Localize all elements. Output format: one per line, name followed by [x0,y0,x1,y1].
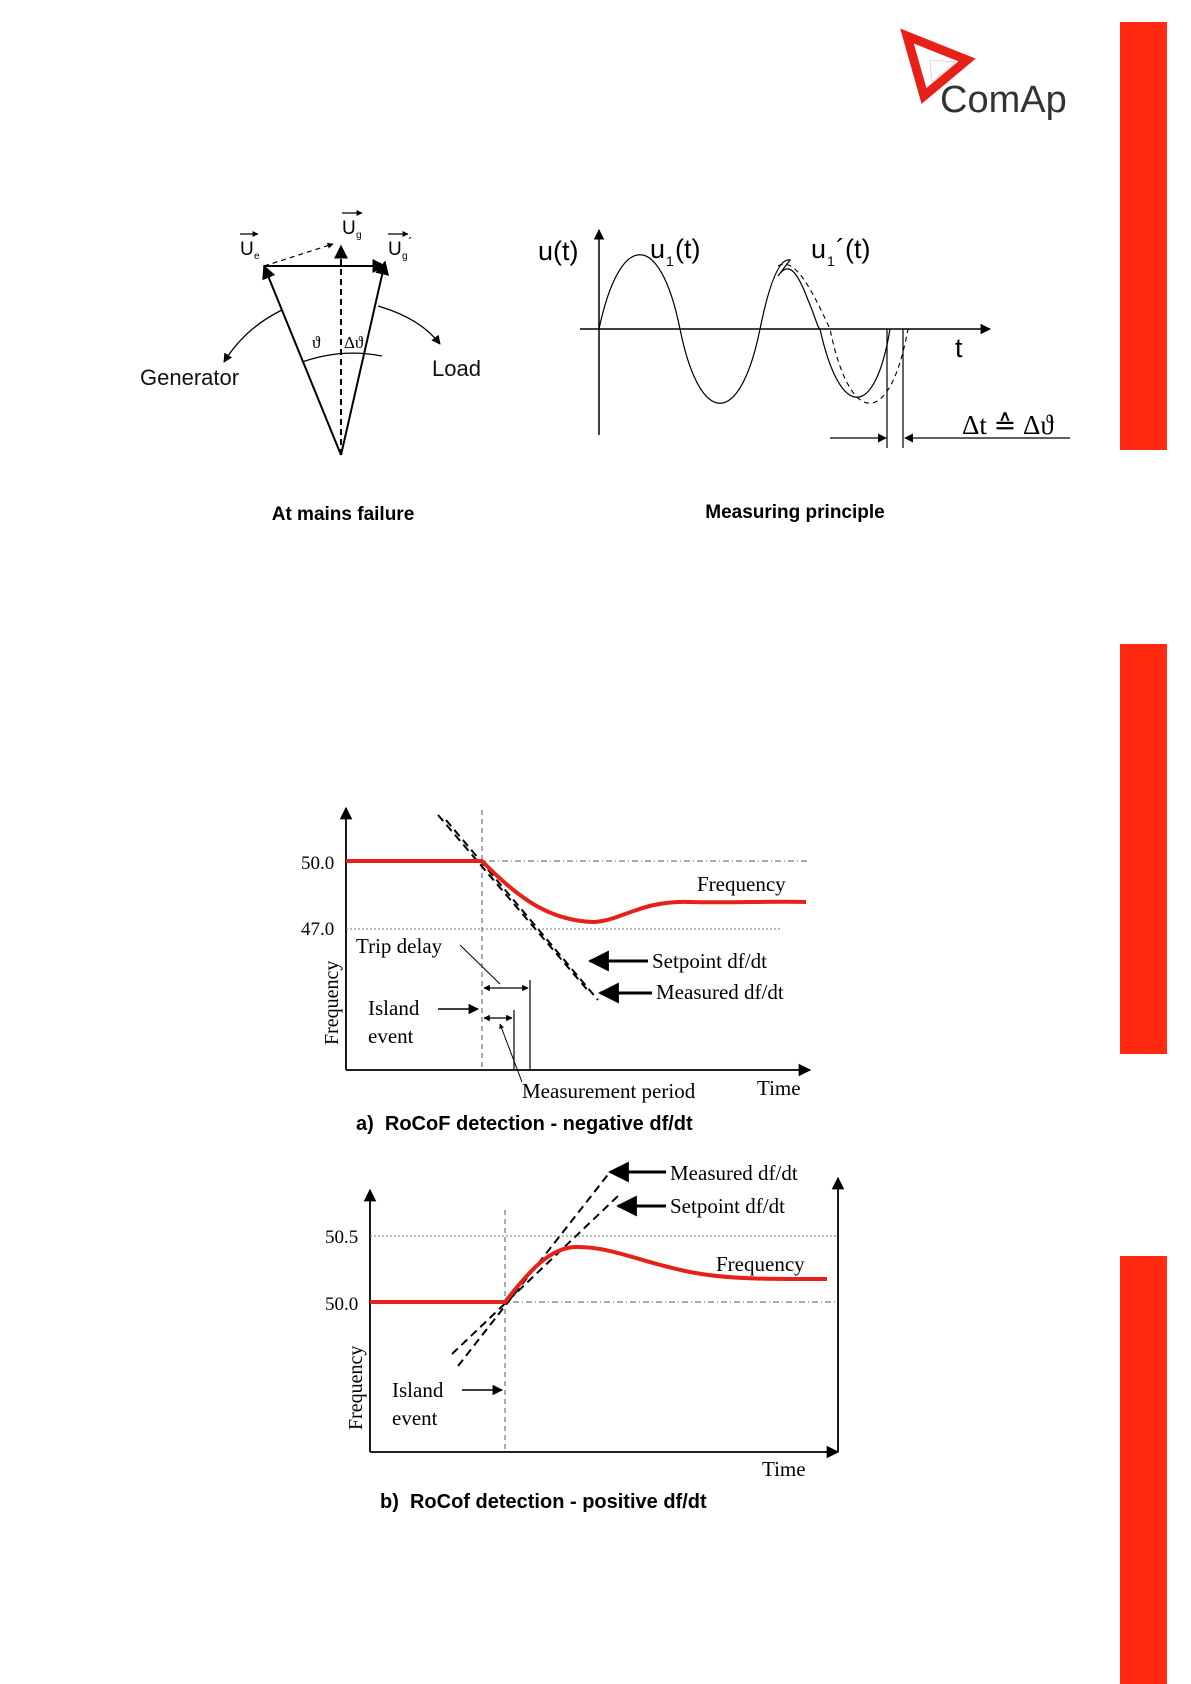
generator-arrow [224,310,282,362]
measuring-y-label: u(t) [538,236,579,266]
label-ugp [388,234,413,262]
svg-text:e: e [254,251,260,262]
chart-a-tick-47: 47.0 [301,919,335,940]
svg-text:u: u [811,234,827,264]
vector-ue [264,266,341,455]
chart-a-trip-delay-label: Trip delay [356,934,443,958]
u1-label [650,234,700,269]
chart-b-frequency-label: Frequency [716,1252,805,1276]
vector-diff [264,244,333,266]
chart-b-tick-50: 50.0 [325,1294,359,1315]
angle-delta-label: Δϑ [344,333,364,352]
chart-b-event-label: event [392,1406,438,1430]
chart-a-setpoint-label: Setpoint df/dt [652,949,767,973]
label-ue [240,234,260,262]
chart-a-setpoint-line [438,815,590,993]
chart-a-frequency-label: Frequency [697,872,786,896]
chart-b-setpoint-line [452,1196,618,1354]
chart-a-event-label: event [368,1024,414,1048]
measuring-caption: Measuring principle [705,502,885,523]
dt-label: Δt ≙ Δϑ [962,410,1054,440]
chart-a-measured-line [446,820,598,1000]
wave-u1-shifted [778,264,908,403]
chart-a-xlabel: Time [757,1076,801,1100]
svg-text:u: u [650,234,666,264]
svg-text:´(t): ´(t) [836,234,871,264]
vector-diagram [140,213,481,525]
load-arrow [378,306,440,344]
chart-b-tick-505: 50.5 [325,1227,359,1248]
angle-theta-label: ϑ [312,333,321,352]
chart-b-title: b) RoCof detection - positive df/dt [380,1491,707,1513]
chart-b-ylabel: Frequency [345,1345,367,1430]
vector-ugp [341,262,385,455]
chart-b-xlabel: Time [762,1457,806,1481]
chart-a-measurement-period-label: Measurement period [522,1079,696,1103]
chart-a-island-label: Island [368,996,420,1020]
svg-text:g: g [402,251,408,262]
chart-a-measured-label: Measured df/dt [656,980,784,1004]
chart-b-measured-label: Measured df/dt [670,1161,798,1185]
measuring-diagram [538,230,1070,523]
chart-a-ylabel: Frequency [321,960,343,1045]
chart-negative-dfdt [301,808,810,1135]
label-ug [342,213,362,241]
svg-text:´: ´ [408,234,413,250]
logo-text: ComAp [940,79,1067,121]
generator-label: Generator [140,365,240,390]
chart-b-island-label: Island [392,1378,444,1402]
chart-b-setpoint-label: Setpoint df/dt [670,1194,785,1218]
svg-text:1: 1 [827,253,835,269]
load-label: Load [432,356,481,381]
svg-text:U: U [240,239,254,260]
comap-logo [907,36,1067,121]
chart-a-title: a) RoCoF detection - negative df/dt [356,1113,693,1135]
chart-positive-dfdt [325,1161,838,1513]
vector-caption: At mains failure [271,504,415,525]
svg-text:U: U [388,239,402,260]
chart-a-tick-50: 50.0 [301,853,335,874]
svg-text:U: U [342,218,356,239]
t-axis-label: t [955,333,963,363]
u1p-label [811,234,870,269]
svg-text:1: 1 [666,253,674,269]
svg-text:g: g [356,230,362,241]
svg-text:(t): (t) [675,234,701,264]
